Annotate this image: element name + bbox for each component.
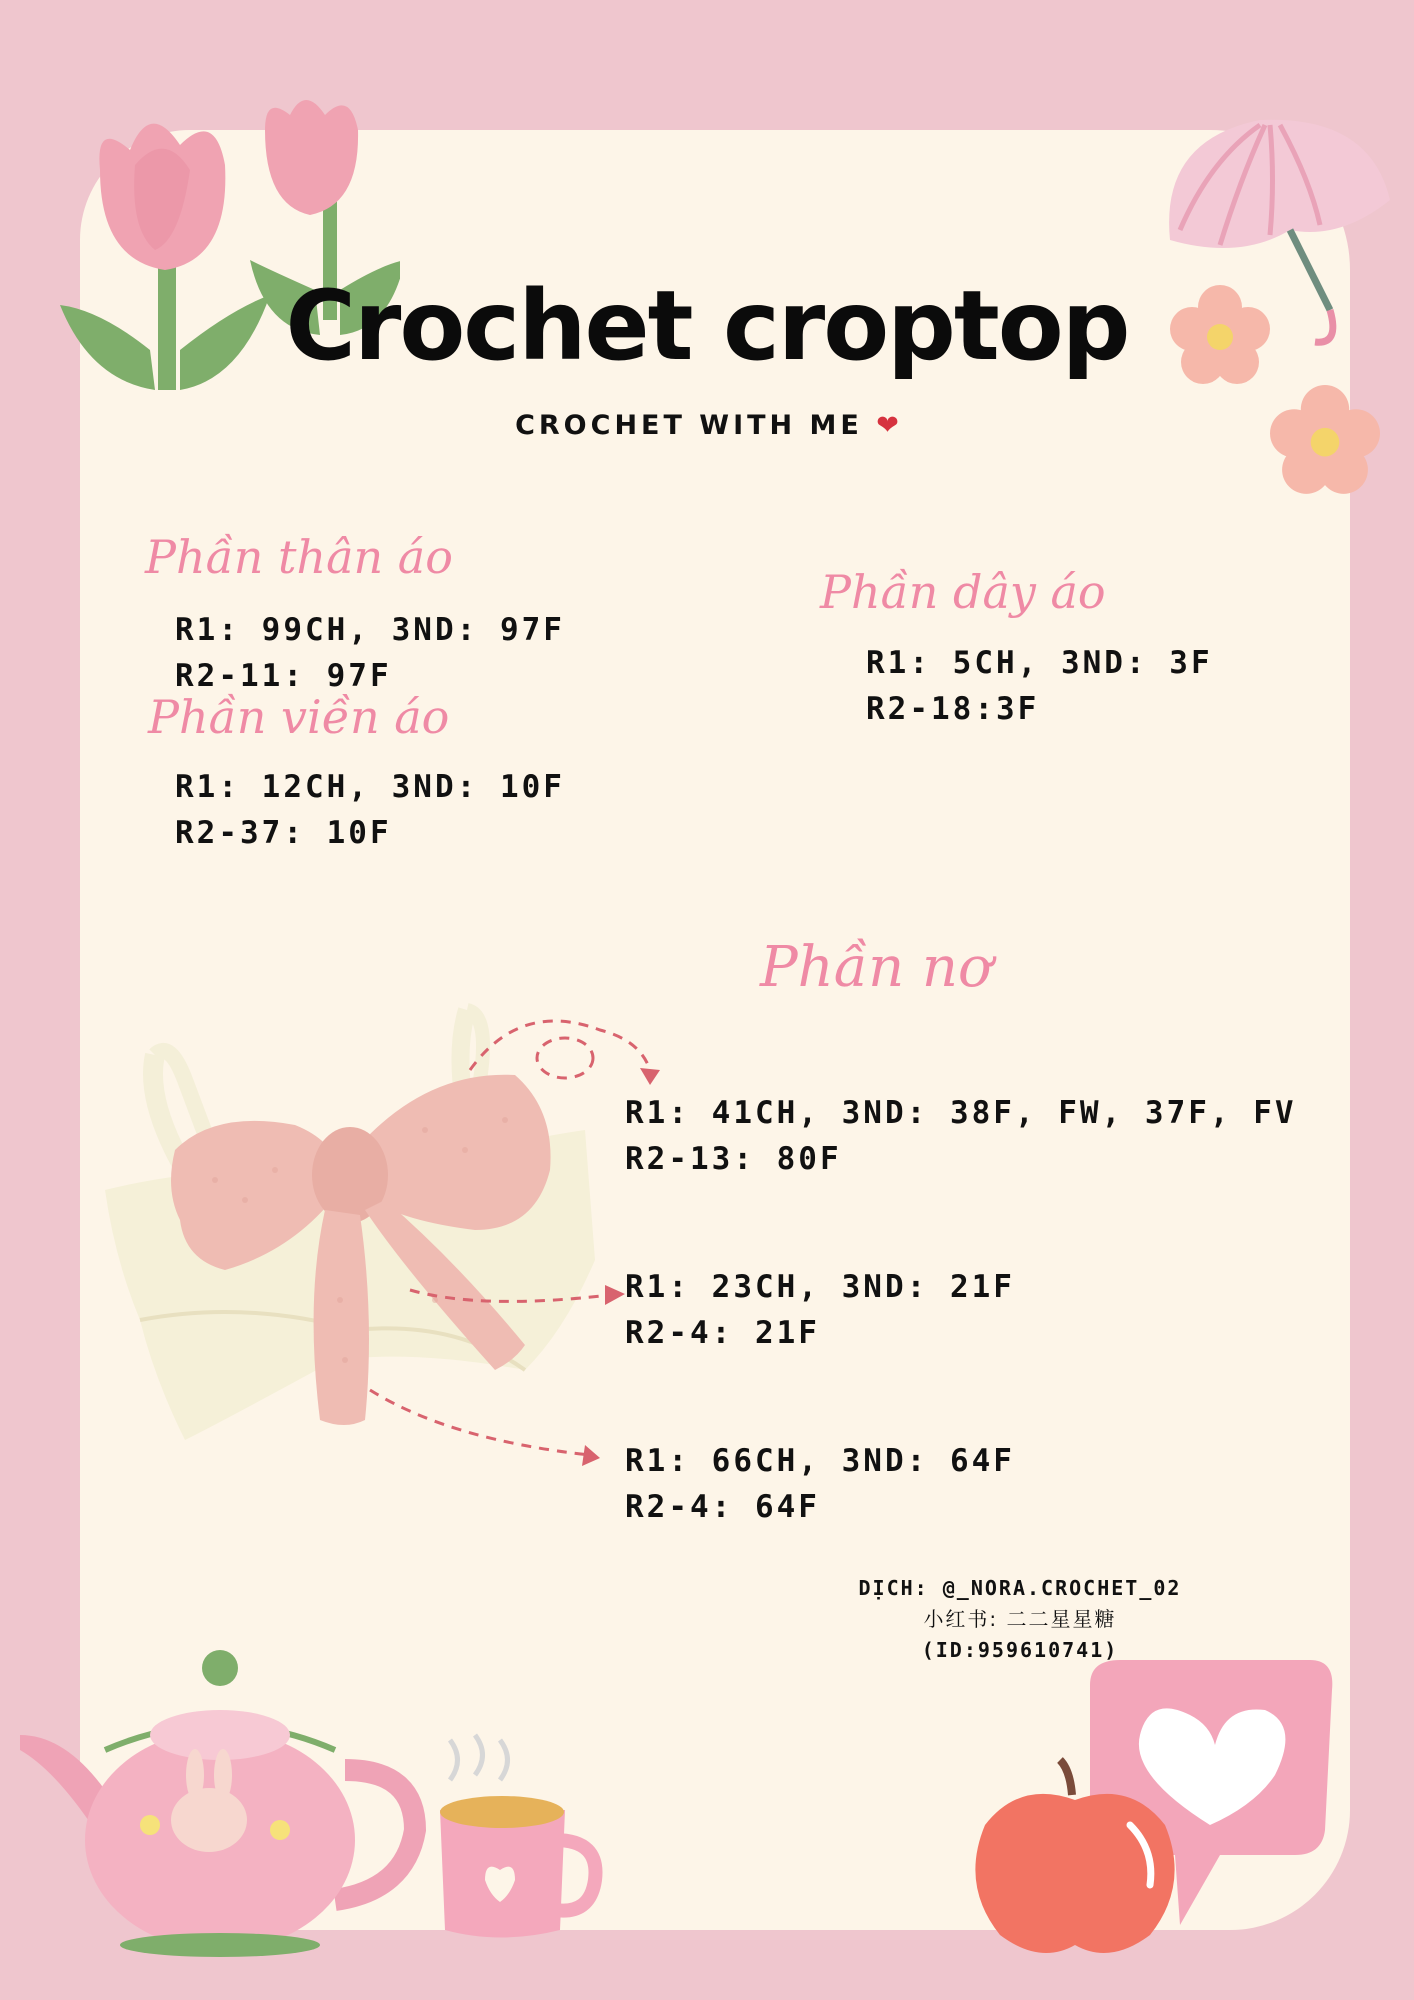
pattern-row: R1: 66CH, 3ND: 64F <box>625 1443 1015 1479</box>
section-rows-no-1 <box>625 1090 1297 1182</box>
dashed-arrow <box>370 1390 590 1455</box>
section-heading-than-ao: Phần thân áo <box>145 530 453 584</box>
pattern-row: R2-37: 10F <box>175 815 392 851</box>
page-title: Crochet croptop <box>285 270 1129 382</box>
credit-translator: DỊCH: @_NORA.CROCHET_02 <box>858 1576 1182 1600</box>
subtitle-text: CROCHET WITH ME <box>515 410 863 441</box>
pattern-row: R1: 99CH, 3ND: 97F <box>175 612 565 648</box>
section-rows-no-3 <box>625 1438 1015 1530</box>
credit-id: (ID:959610741) <box>921 1638 1119 1662</box>
pattern-row: R1: 12CH, 3ND: 10F <box>175 769 565 805</box>
pattern-row: R1: 41CH, 3ND: 38F, FW, 37F, FV <box>625 1095 1297 1131</box>
credit-block <box>830 1573 1210 1666</box>
section-heading-day-ao: Phần dây áo <box>820 565 1106 619</box>
pattern-row: R2-4: 21F <box>625 1315 820 1351</box>
credit-xiaohongshu: 小红书: 二二星星糖 <box>923 1607 1117 1631</box>
pattern-row: R1: 23CH, 3ND: 21F <box>625 1269 1015 1305</box>
pattern-row: R2-11: 97F <box>175 658 392 694</box>
pattern-row: R2-18:3F <box>866 691 1040 727</box>
section-rows-no-2 <box>625 1264 1015 1356</box>
heart-icon: ❤ <box>876 410 899 441</box>
section-heading-no: Phần nơ <box>760 935 992 1000</box>
pattern-row: R2-13: 80F <box>625 1141 842 1177</box>
dashed-arrow-loop <box>537 1038 593 1078</box>
apple-illustration <box>960 1755 1190 1965</box>
teapot-illustration <box>15 1640 435 1960</box>
dashed-arrow <box>410 1290 610 1301</box>
pattern-row: R2-4: 64F <box>625 1489 820 1525</box>
section-heading-vien-ao: Phần viền áo <box>148 690 450 744</box>
pattern-row: R1: 5CH, 3ND: 3F <box>866 645 1213 681</box>
dashed-arrow <box>470 1021 650 1070</box>
mug-illustration <box>430 1730 610 1950</box>
